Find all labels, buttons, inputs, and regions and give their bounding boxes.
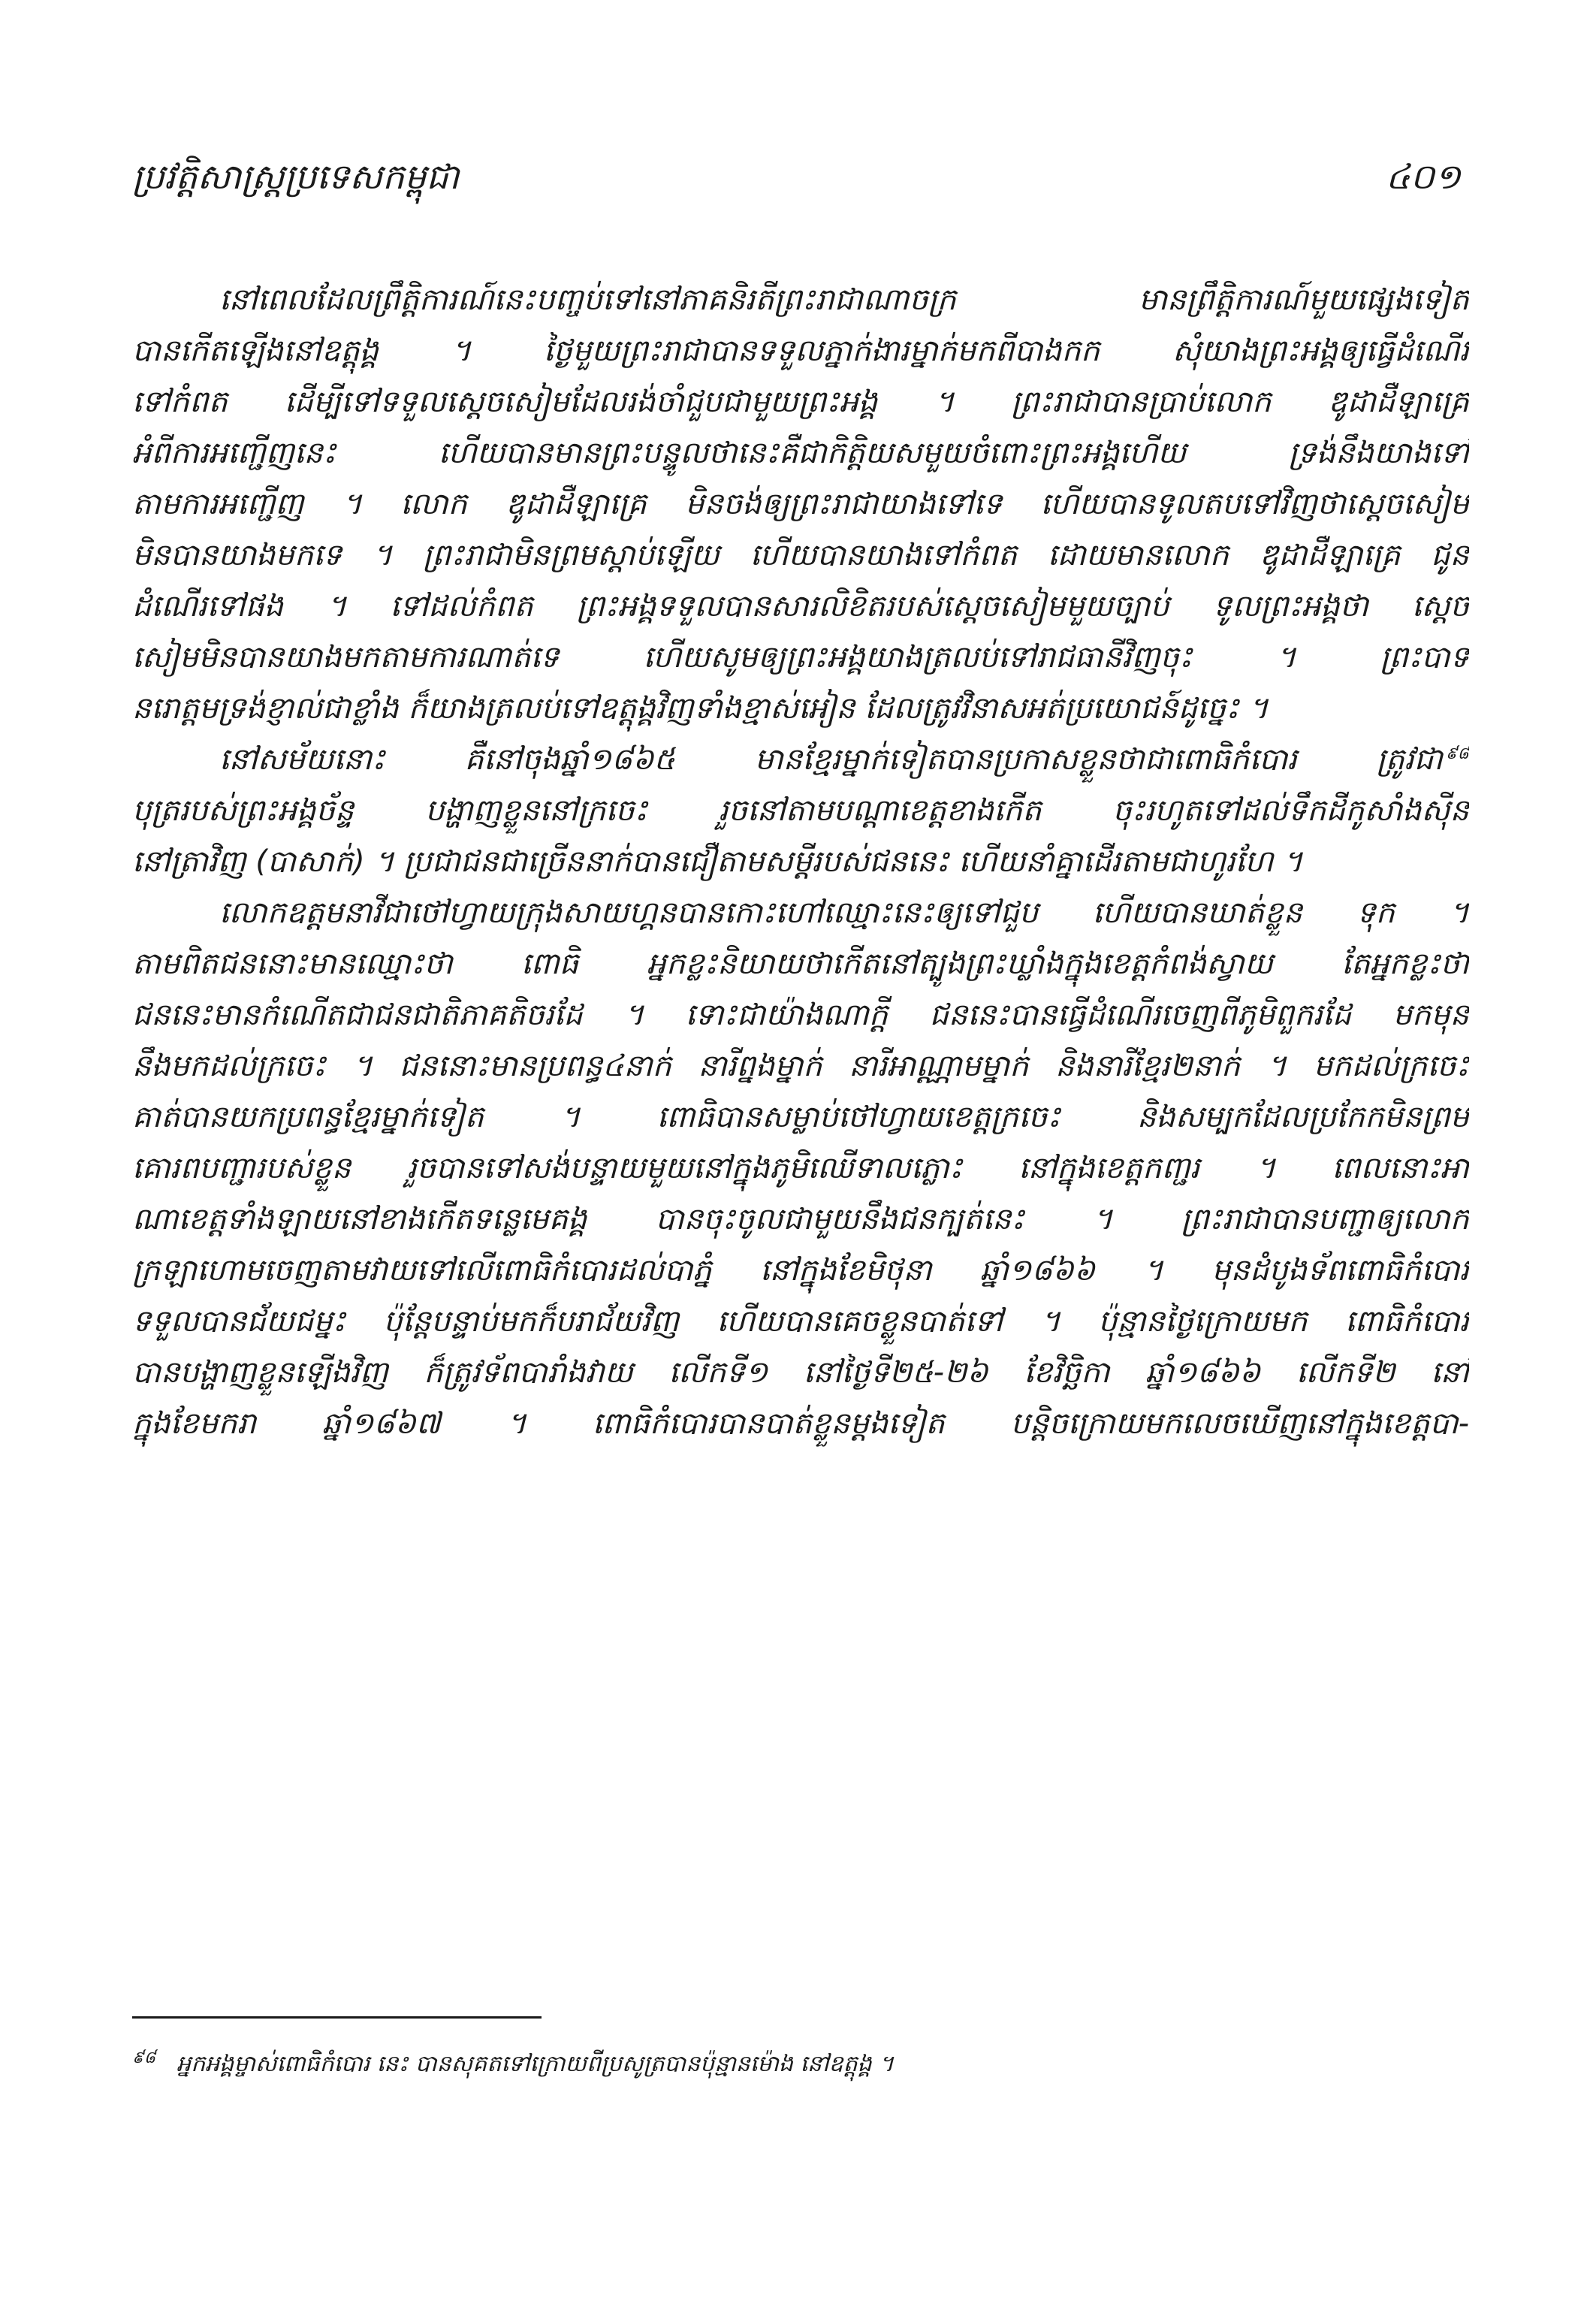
text-line: ក្រឡាហោមចេញតាមវាយទៅលើពោធិកំបោរដល់បាភ្នំ នៅក្នុងខែមិថុនា ឆ្នាំ១៨៦៦ ។ មុនដំបូងទ័ពពោធិកំបោរ xyxy=(132,1253,1469,1288)
text-line: សៀមមិនបានយាងមកតាមការណាត់ទេ ហើយសូមឲ្យព្រះអង្គយាងត្រលប់ទៅរាជធានីវិញចុះ ។ ព្រះបាទ xyxy=(132,640,1469,675)
text-line: ក្នុងខែមករា ឆ្នាំ១៨៦៧ ។ ពោធិកំបោរបានបាត់ខ្លួនម្ដងទៀត បន្តិចក្រោយមកលេចឃើញនៅក្នុងខេត្តបា- xyxy=(132,1406,1469,1441)
text-line-with-footnote xyxy=(132,734,1469,785)
body-text xyxy=(132,274,1469,1449)
text-line: បុត្ររបស់ព្រះអង្គច័ន្ទ បង្ហាញខ្លួននៅក្រចេះ រួចនៅតាមបណ្ដាខេត្តខាងកើត ចុះរហូតទៅដល់ទឹកដីកូសាំងស៊ីន xyxy=(132,793,1469,828)
footnote-reference: ៩៨ xyxy=(1445,744,1469,763)
text-line: តាមពិតជននោះមានឈ្មោះថា ពោធិ អ្នកខ្លះនិយាយថាកើតនៅត្បូងព្រះឃ្លាំងក្នុងខេត្តកំពង់ស្វាយ តែអ្នកខ្លះថា xyxy=(132,947,1469,981)
text-line: ណាខេត្តទាំងឡាយនៅខាងកើតទន្លេមេគង្គ បានចុះចូលជាមួយនឹងជនក្បត់នេះ ។ ព្រះរាជាបានបញ្ជាឲ្យលោក xyxy=(132,1202,1469,1237)
text-line: នៅត្រាវិញ (បាសាក់) ។ ប្រជាជនជាច្រើននាក់បានជឿតាមសម្ដីរបស់ជននេះ ហើយនាំគ្នាដើរតាមជាហូរហែ ។ xyxy=(132,844,1303,879)
text-line: មិនបានយាងមកទេ ។ ព្រះរាជាមិនព្រមស្ដាប់ឡើយ ហើយបានយាងទៅកំពត ដោយមានលោក ឌូដាដឺឡាគ្រេ ជូន xyxy=(132,538,1469,572)
running-title: ប្រវត្តិសាស្ត្រប្រទេសកម្ពុជា xyxy=(132,156,460,197)
footnote-separator xyxy=(132,2016,542,2019)
text-line: ដំណើរទៅផង ។ ទៅដល់កំពត ព្រះអង្គទទួលបានសារលិខិតរបស់ស្ដេចសៀមមួយច្បាប់ ទូលព្រះអង្គថា ស្ដេច xyxy=(132,589,1469,624)
text-line: ជននេះមានកំណើតជាជនជាតិភាគតិចរដែ ។ ទោះជាយ៉ាងណាក្ដី ជននេះបានធ្វើដំណើរចេញពីភូមិពួករដែ មកមុន xyxy=(132,998,1469,1032)
text-line: ទទួលបានជ័យជម្នះ ប៉ុន្តែបន្ទាប់មកក៏បរាជ័យវិញ ហើយបានគេចខ្លួនបាត់ទៅ ។ ប៉ុន្មានថ្ងៃក្រោយមក ពោធិកំបោរ xyxy=(132,1304,1469,1339)
text-line: អំពីការអញ្ជើញនេះ ហើយបានមានព្រះបន្ទូលថានេះគឺជាកិត្តិយសមួយចំពោះព្រះអង្គហើយ ទ្រង់នឹងយាងទៅ xyxy=(132,436,1469,470)
text-line: បានកើតឡើងនៅឧត្តុង្គ ។ ថ្ងៃមួយព្រះរាជាបានទទួលភ្នាក់ងារម្នាក់មកពីបាងកក សុំយាងព្រះអង្គឲ្យធ្វើដំណើរ xyxy=(132,334,1469,368)
text-segment: នៅសម័យនោះ គឺនៅចុងឆ្នាំ១៨៦៥ មានខ្មែរម្នាក់ទៀតបានប្រកាសខ្លួនថាជាពោធិកំបោរ ត្រូវជា xyxy=(219,742,1443,777)
page-number: ៤០១ xyxy=(1386,156,1461,197)
footnote-number: ៩៨ xyxy=(132,2049,156,2067)
text-line: គាត់បានយកប្រពន្ធខ្មែរម្នាក់ទៀត ។ ពោធិបានសម្លាប់ថៅហ្វាយខេត្តក្រចេះ និងសម្បកដែលប្រកែកមិនព្រម xyxy=(132,1100,1469,1134)
text-line: នឹងមកដល់ក្រចេះ ។ ជននោះមានប្រពន្ធ៤នាក់ នារីព្នងម្នាក់ នារីអាណ្ណាមម្នាក់ និងនារីខ្មែរ២នាក់ ។ មកដល់ក្រចេះ xyxy=(132,1049,1469,1083)
text-line: តាមការអញ្ជើញ ។ លោក ឌូដាដឺឡាគ្រេ មិនចង់ឲ្យព្រះរាជាយាងទៅទេ ហើយបានទូលតបទៅវិញថាស្ដេចសៀម xyxy=(132,487,1469,521)
text-line: លោកឧត្ដមនាវីជាថៅហ្វាយក្រុងសាយហ្គនបានកោះហៅឈ្មោះនេះឲ្យទៅជួប ហើយបានឃាត់ខ្លួន ទុក ។ xyxy=(219,895,1469,930)
text-line: គោរពបញ្ជារបស់ខ្លួន រួចបានទៅសង់បន្ទាយមួយនៅក្នុងភូមិឈើទាលភ្លោះ នៅក្នុងខេត្តកញ្ជរ ។ ពេលនោះអា xyxy=(132,1151,1469,1185)
footnote-text: អ្នកអង្គម្ចាស់ពោធិកំបោរ នេះ បានសុគតទៅក្រោយពីប្រសូត្របានប៉ុន្មានម៉ោង នៅឧត្តុង្គ ។ xyxy=(176,2051,894,2077)
text-line: នៅពេលដែលព្រឹត្តិការណ៍នេះបញ្ចប់ទៅនៅភាគនិរតីព្រះរាជាណាចក្រ មានព្រឹត្តិការណ៍មួយផ្សេងទៀត xyxy=(219,282,1469,317)
text-line: បានបង្ហាញខ្លួនឡើងវិញ ក៏ត្រូវទ័ពបារាំងវាយ លើកទី១ នៅថ្ងៃទី២៥-២៦ ខែវិច្ឆិកា ឆ្នាំ១៨៦៦ លើកទី២ នៅ xyxy=(132,1355,1469,1390)
text-line: ទៅកំពត ដើម្បីទៅទទួលស្ដេចសៀមដែលរង់ចាំជួបជាមួយព្រះអង្គ ។ ព្រះរាជាបានប្រាប់លោក ឌូដាដឺឡាគ្រេ xyxy=(132,385,1469,419)
text-line: នរោត្តមទ្រង់ខ្ញាល់ជាខ្លាំង ក៏យាងត្រលប់ទៅឧត្តុង្គវិញទាំងខ្មាស់អៀន ដែលត្រូវវិនាសអត់ប្រយោជន៍ដូច្នេះ ។ xyxy=(132,691,1269,726)
footnote xyxy=(132,2042,1469,2081)
